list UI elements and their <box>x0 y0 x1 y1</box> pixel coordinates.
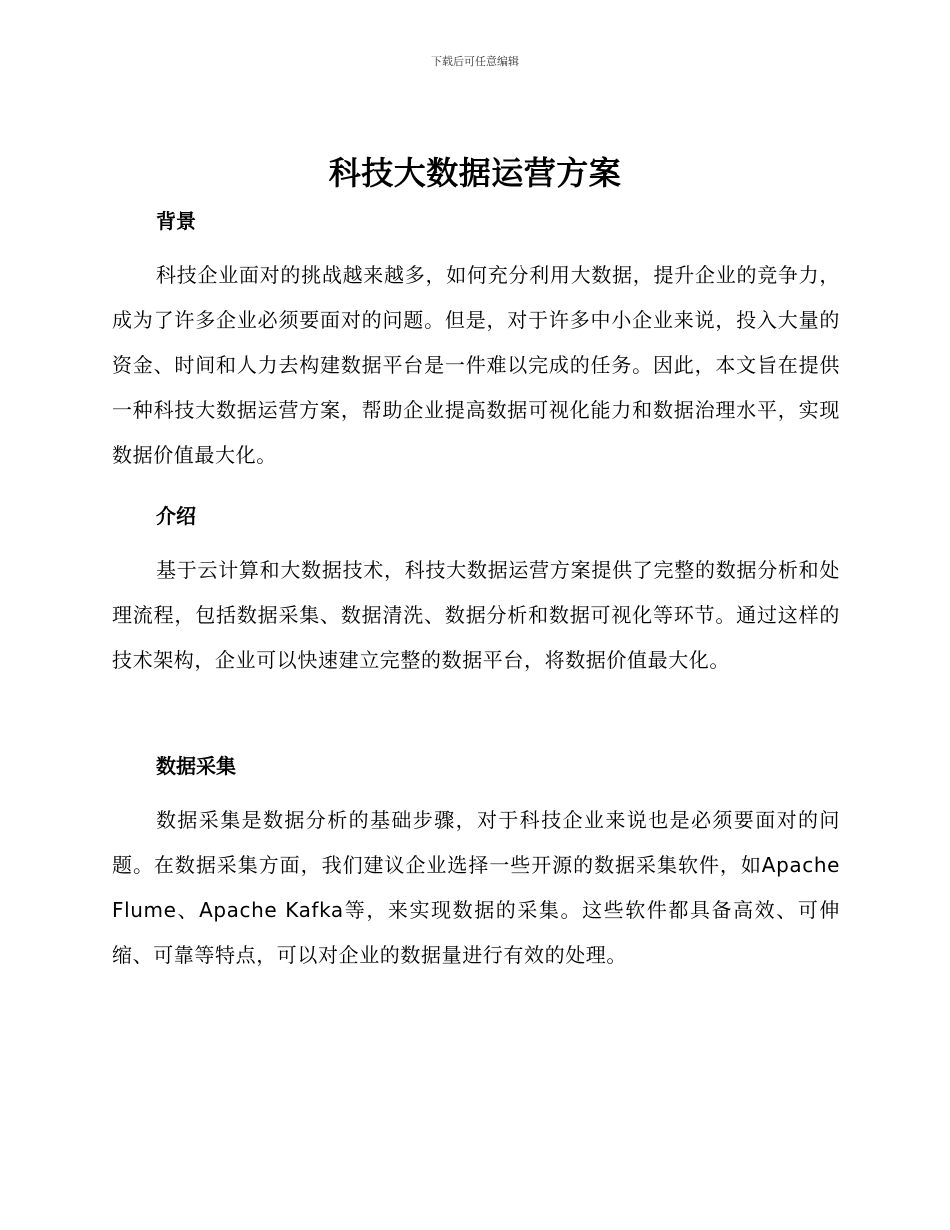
document-title: 科技大数据运营方案 <box>328 154 622 192</box>
section-paragraph: 基于云计算和大数据技术，科技大数据运营方案提供了完整的数据分析和处理流程，包括数据采集、数据清洗、数据分析和数据可视化等环节。通过这样的技术架构，企业可以快速建立完整的数据平台，将数据价值最大化。 <box>112 558 840 672</box>
section-heading: 介绍 <box>156 504 196 528</box>
section-heading: 背景 <box>156 209 196 233</box>
section-data-collection <box>112 752 840 978</box>
page-header-note: 下载后可任意编辑 <box>431 55 519 68</box>
section-background <box>112 207 840 478</box>
section-heading: 数据采集 <box>156 754 236 778</box>
section-paragraph: 数据采集是数据分析的基础步骤，对于科技企业来说也是必须要面对的问题。在数据采集方面，我们建议企业选择一些开源的数据采集软件，如Apache Flume、Apache Kafka等，来实现数据的采集。这些软件都具备高效、可伸缩、可靠等特点，可以对企业的数据量进行有效的处理。 <box>112 808 840 967</box>
section-paragraph: 科技企业面对的挑战越来越多，如何充分利用大数据，提升企业的竞争力，成为了许多企业必须要面对的问题。但是，对于许多中小企业来说，投入大量的资金、时间和人力去构建数据平台是一件难以完成的任务。因此，本文旨在提供一种科技大数据运营方案，帮助企业提高数据可视化能力和数据治理水平，实现数据价值最大化。 <box>112 263 840 467</box>
section-introduction <box>112 502 840 683</box>
